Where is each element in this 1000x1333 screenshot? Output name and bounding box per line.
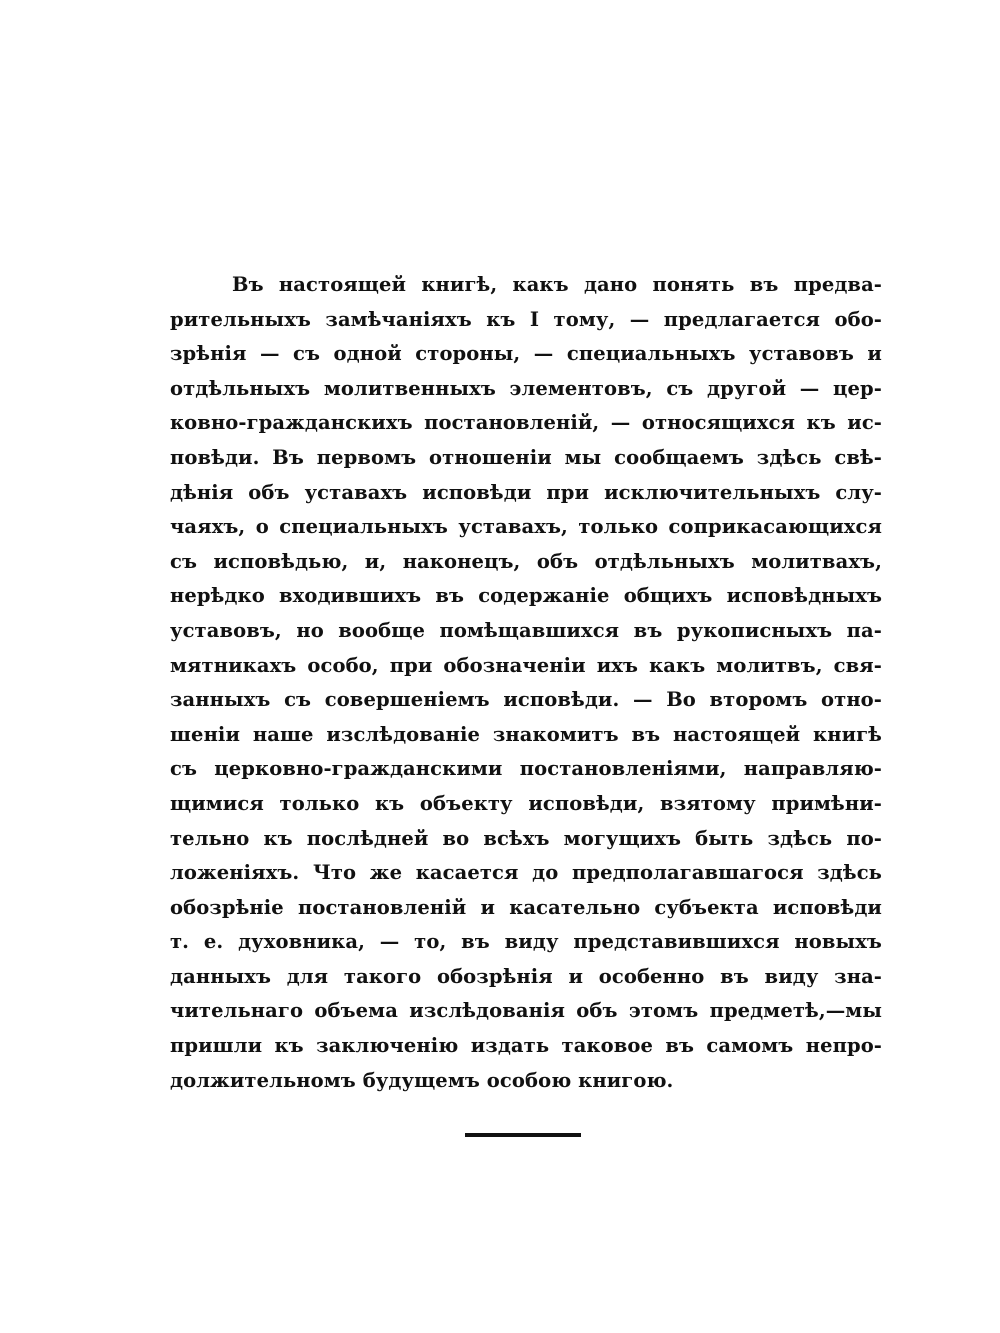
paragraph-line-8: чаяхъ, о специальныхъ уставахъ, только соприкасающихся [170,515,882,539]
paragraph-line-9: съ исповѣдью, и, наконецъ, объ отдѣльныхъ молитвахъ, [170,549,882,573]
paragraph-line-18: ложеніяхъ. Что же касается до предполагавшагося здѣсь [170,861,882,885]
paragraph-line-11: уставовъ, но вообще помѣщавшихся въ рукописныхъ па- [170,618,882,642]
paragraph-line-1: Въ настоящей книгѣ, какъ дано понять въ предва- [232,273,882,296]
paragraph-line-20: т. е. духовника, — то, въ виду представившихся новыхъ [170,930,882,954]
paragraph-line-13: занныхъ съ совершеніемъ исповѣди. — Во второмъ отно- [170,688,882,712]
paragraph-line-5: ковно-гражданскихъ постановленій, — относящихся къ ис- [170,411,882,435]
paragraph-line-21: данныхъ для такого обозрѣнія и особенно въ виду зна- [170,964,882,988]
paragraph-line-7: дѣнія объ уставахъ исповѣди при исключительныхъ слу- [170,480,882,504]
paragraph-line-16: щимися только къ объекту исповѣди, взятому примѣни- [170,791,882,815]
paragraph-line-17: тельно къ послѣдней во всѣхъ могущихъ быть здѣсь по- [170,826,882,850]
paragraph-line-22: чительнаго объема изслѣдованія объ этомъ предметѣ,—мы [170,999,882,1023]
paragraph-line-10: нерѣдко входившихъ въ содержаніе общихъ исповѣдныхъ [170,584,882,608]
paragraph-line-14: шеніи наше изслѣдованіе знакомитъ въ настоящей книгѣ [170,722,882,746]
paragraph-line-19: обозрѣніе постановленій и касательно субъекта исповѣди [170,895,882,919]
paragraph-line-15: съ церковно-гражданскими постановленіями, направляю- [170,757,882,781]
paragraph-line-24: должительномъ будущемъ особою книгою. [170,1068,674,1092]
section-end-rule [465,1133,581,1137]
paragraph-line-23: пришли къ заключенію издать таковое въ самомъ непро- [170,1034,882,1058]
paragraph-line-2: рительныхъ замѣчаніяхъ къ I тому, — предлагается обо- [170,307,882,331]
paragraph-line-12: мятникахъ особо, при обозначеніи ихъ какъ молитвъ, свя- [170,653,882,677]
paragraph-line-4: отдѣльныхъ молитвенныхъ элементовъ, съ другой — цер- [170,376,882,400]
main-paragraph [170,268,882,1098]
paragraph-line-6: повѣди. Въ первомъ отношеніи мы сообщаемъ здѣсь свѣ- [170,445,882,469]
paragraph-line-3: зрѣнія — съ одной стороны, — специальныхъ уставовъ и [170,342,882,366]
